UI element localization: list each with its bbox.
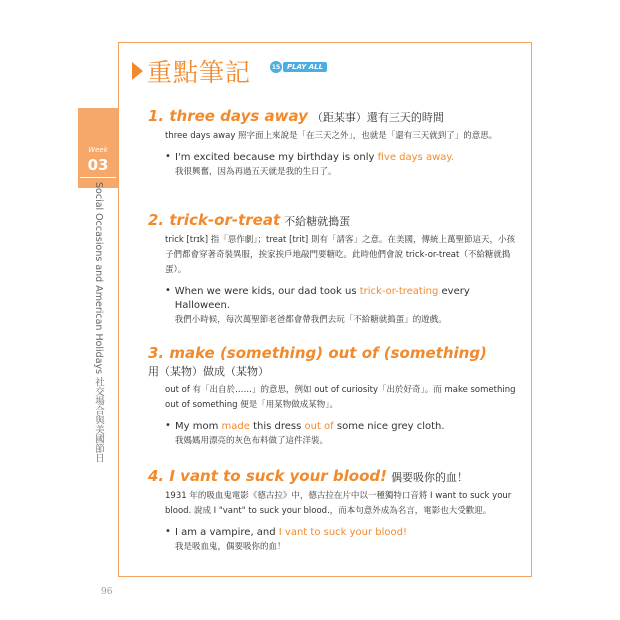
page-number: 96 bbox=[101, 587, 113, 597]
note-title-cn: 偶要吸你的血！ bbox=[390, 471, 468, 484]
bullet-icon: • bbox=[165, 526, 171, 537]
note-title: 4. I vant to suck your blood! 偶要吸你的血！ bbox=[148, 467, 468, 485]
example-en: When we were kids, our dad took us trick-or-treating every Halloween. bbox=[174, 286, 470, 311]
heading-row bbox=[132, 56, 251, 86]
example-cn: 我們小時候，每次萬聖節老爸都會帶我們去玩「不給糖就搗蛋」的遊戲。 bbox=[174, 315, 447, 325]
note-title: 1. three days away （距某事）還有三天的時間 bbox=[148, 107, 444, 125]
note-section-1 bbox=[148, 107, 518, 179]
example bbox=[165, 285, 518, 327]
example bbox=[165, 420, 518, 448]
example-en: I'm excited because my birthday is only five days away. bbox=[175, 152, 455, 163]
triangle-icon bbox=[132, 62, 143, 80]
note-title: 3. make (something) out of (something) bbox=[148, 344, 487, 362]
week-number: 03 bbox=[87, 156, 109, 174]
note-title-cn: 不給糖就搗蛋 bbox=[284, 215, 351, 228]
example bbox=[165, 151, 518, 179]
example-en: My mom made this dress out of some nice grey cloth. bbox=[175, 421, 445, 432]
bullet-icon: • bbox=[165, 151, 171, 162]
note-body: trick [trɪk] 指「惡作劇」；treat [trit] 則有「請客」之意。在美國，傳統上萬聖節這天，小孩子們都會穿著奇裝異服，挨家挨戶地敲門要糖吃。此時他們會說 trick-or-treat（不給糖就搗蛋）。 bbox=[165, 235, 515, 275]
example-cn: 我媽媽用漂亮的灰色布料做了這件洋裝。 bbox=[175, 436, 329, 446]
note-title-cn: （距某事）還有三天的時間 bbox=[311, 111, 444, 124]
note-title: 2. trick-or-treat 不給糖就搗蛋 bbox=[148, 211, 351, 229]
note-body: three days away 照字面上來說是「在三天之外」，也就是「還有三天就到了」的意思。 bbox=[165, 131, 498, 141]
play-all-button[interactable] bbox=[270, 61, 327, 73]
note-section-2 bbox=[148, 211, 518, 327]
page-heading: 重點筆記 bbox=[147, 58, 252, 87]
bullet-icon: • bbox=[165, 420, 171, 431]
week-label: Week bbox=[88, 146, 108, 154]
track-number-icon: 15 bbox=[270, 61, 282, 73]
example-en: I am a vampire, and I vant to suck your blood! bbox=[175, 527, 408, 538]
play-all-label: PLAY ALL bbox=[283, 62, 327, 72]
example-cn: 我很興奮，因為再過五天就是我的生日了。 bbox=[175, 167, 337, 177]
note-section-3 bbox=[148, 344, 518, 448]
section-title-vertical: Social Occasions and American Holidays 社交場合與美國節日 bbox=[93, 182, 104, 463]
note-body: out of 有「出自於……」的意思，例如 out of curiosity「出於好奇」。而 make something out of something 便是「用某物做成某物」。 bbox=[165, 385, 516, 410]
bullet-icon: • bbox=[165, 285, 171, 296]
example-cn: 我是吸血鬼，偶要吸你的血！ bbox=[175, 542, 286, 552]
note-title-cn: 用（某物）做成（某物） bbox=[148, 365, 269, 378]
note-section-4 bbox=[148, 467, 518, 554]
week-divider bbox=[80, 177, 116, 178]
note-body: 1931 年的吸血鬼電影《德古拉》中，德古拉在片中以一種獨特口音將 I want to suck your blood. 說成 I "vant" to suck your blood.，而本句意外成為名言，電影也大受歡迎。 bbox=[165, 491, 512, 516]
example bbox=[165, 526, 518, 554]
